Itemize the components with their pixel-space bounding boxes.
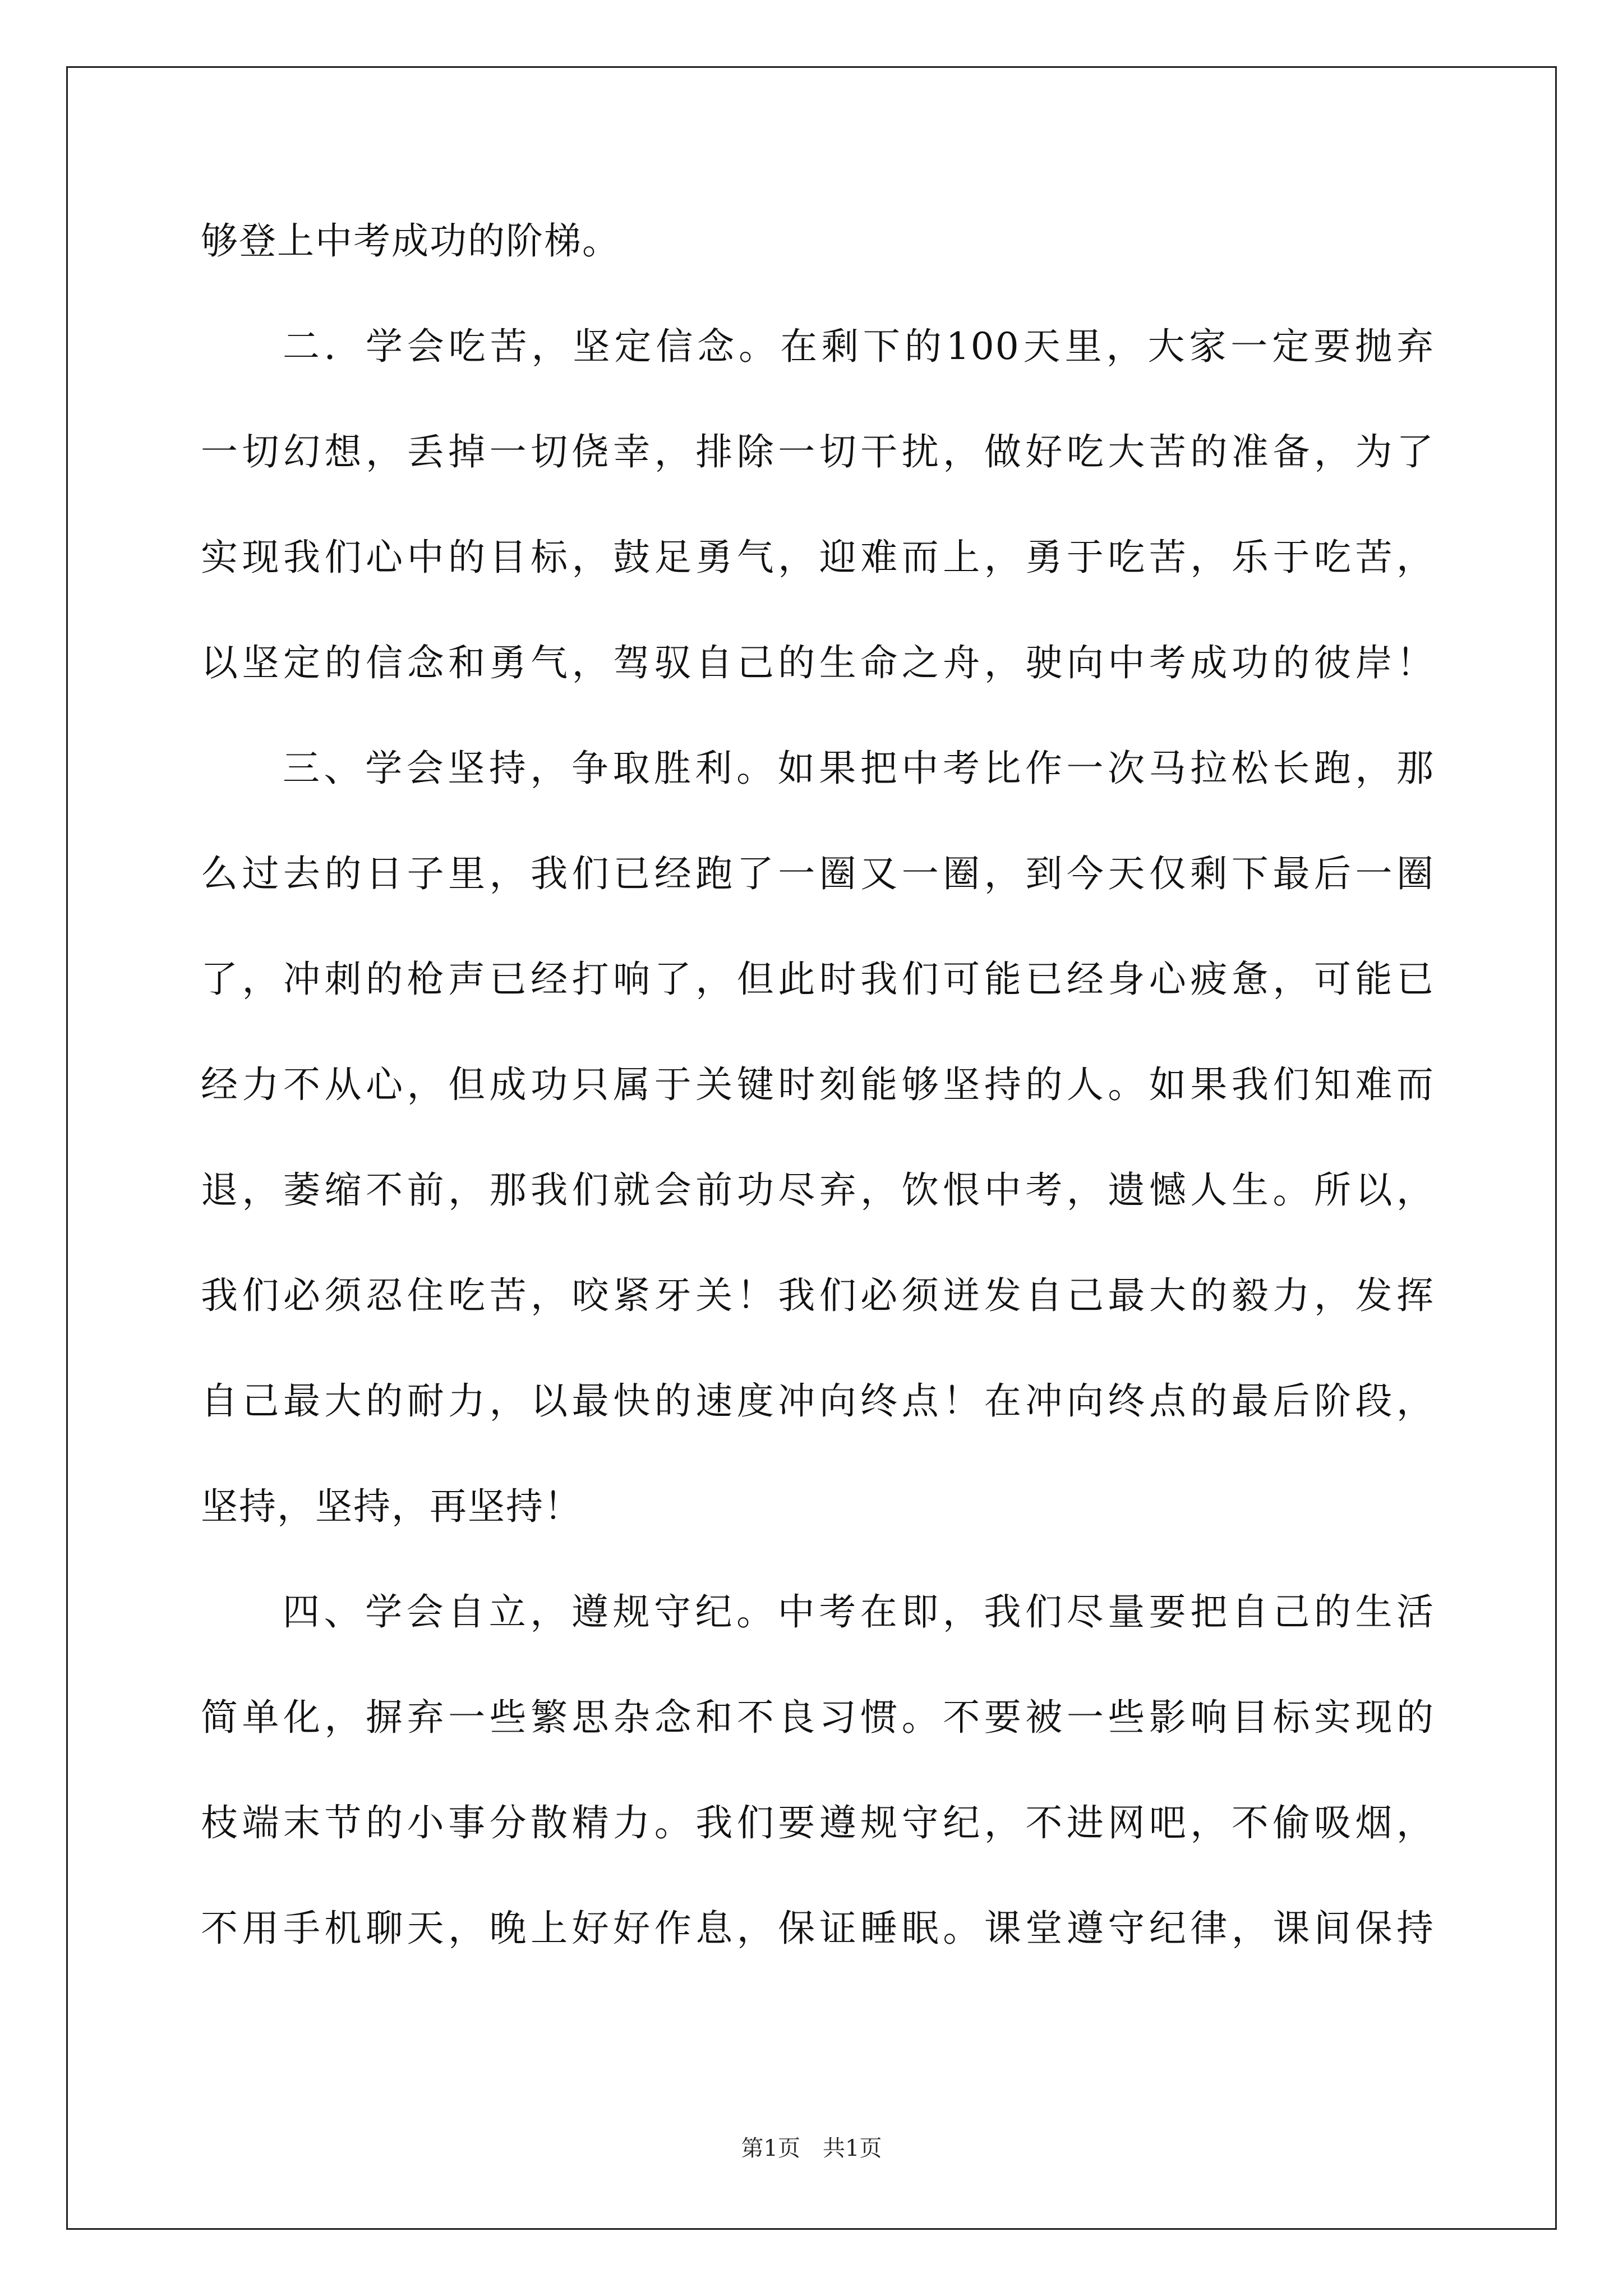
text-line: 我们必须忍住吃苦，咬紧牙关！我们必须迸发自己最大的毅力，发挥: [201, 1274, 1435, 1317]
text-line: 实现我们心中的目标，鼓足勇气，迎难而上，勇于吃苦，乐于吃苦，: [201, 536, 1435, 579]
text-line: 退，萎缩不前，那我们就会前功尽弃，饮恨中考，遗憾人生。所以，: [201, 1168, 1435, 1212]
text-line: 以坚定的信念和勇气，驾驭自己的生命之舟，驶向中考成功的彼岸！: [201, 641, 1435, 684]
page-number-footer: 第1页 共1页: [741, 2136, 882, 2161]
text-line: 简单化，摒弃一些繁思杂念和不良习惯。不要被一些影响目标实现的: [201, 1696, 1435, 1739]
text-line: 不用手机聊天，晚上好好作息，保证睡眠。课堂遵守纪律，课间保持: [201, 1907, 1435, 1950]
text-line: 坚持，坚持，再坚持！: [201, 1485, 582, 1528]
text-line: 了，冲刺的枪声已经打响了，但此时我们可能已经身心疲惫，可能已: [201, 958, 1435, 1001]
text-line: 么过去的日子里，我们已经跑了一圈又一圈，到今天仅剩下最后一圈: [201, 852, 1435, 895]
text-line: 经力不从心，但成功只属于关键时刻能够坚持的人。如果我们知难而: [201, 1063, 1435, 1106]
text-line: 枝端末节的小事分散精力。我们要遵规守纪，不进网吧，不偷吸烟，: [201, 1801, 1435, 1844]
text-line: 一切幻想，丢掉一切侥幸，排除一切干扰，做好吃大苦的准备，为了: [201, 430, 1435, 473]
text-line: 三、学会坚持，争取胜利。如果把中考比作一次马拉松长跑，那: [283, 747, 1435, 790]
text-line: 二．学会吃苦，坚定信念。在剩下的100天里，大家一定要抛弃: [283, 325, 1435, 368]
text-line: 自己最大的耐力，以最快的速度冲向终点！在冲向终点的最后阶段，: [201, 1379, 1435, 1423]
text-line: 够登上中考成功的阶梯。: [201, 219, 620, 263]
text-line: 四、学会自立，遵规守纪。中考在即，我们尽量要把自己的生活: [283, 1590, 1435, 1634]
